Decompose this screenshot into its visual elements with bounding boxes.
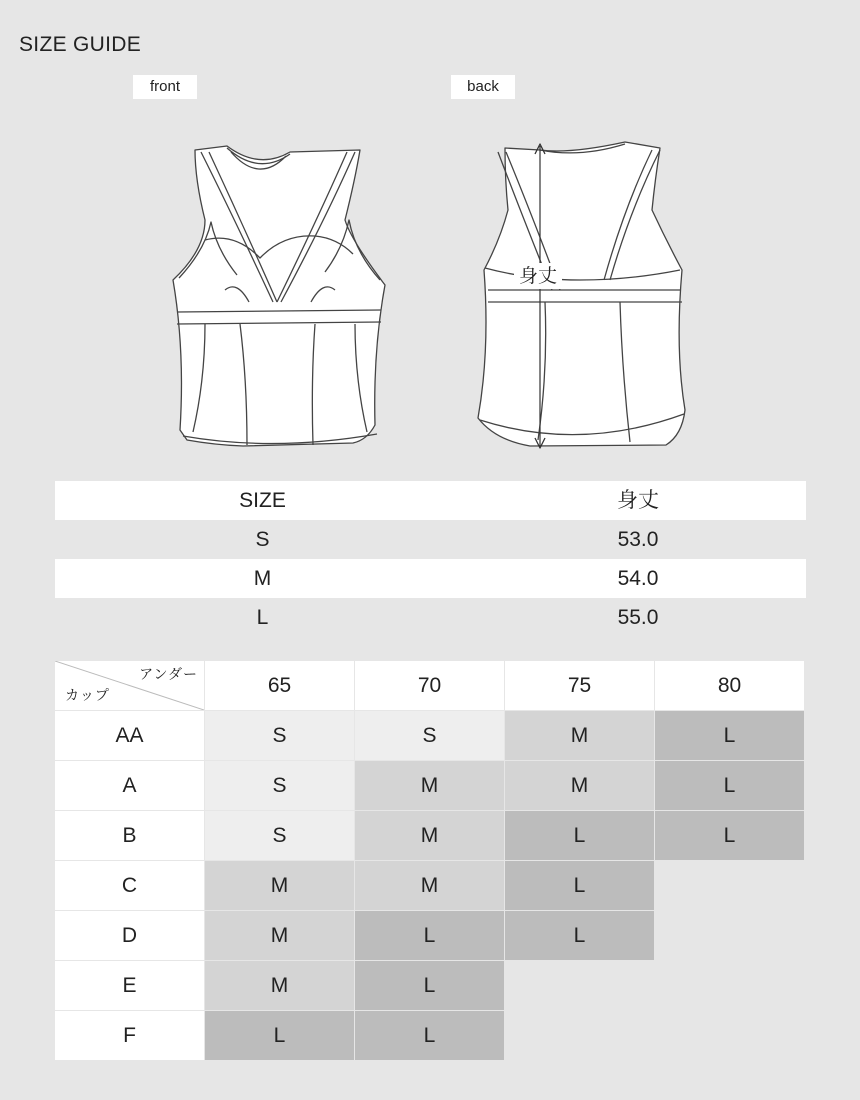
length-cell: 53.0: [617, 528, 659, 551]
cup-size-label: A: [55, 761, 204, 810]
under-size-header: 75: [505, 661, 654, 710]
size-cell: L: [256, 606, 269, 629]
cup-size-label: F: [55, 1011, 204, 1060]
size-cell: S: [205, 711, 354, 760]
cup-axis-label: カップ: [65, 688, 110, 704]
length-measurement-label: 身丈: [514, 263, 562, 289]
size-measurement-table: [55, 481, 806, 637]
size-cell: M: [355, 811, 504, 860]
cup-size-label: AA: [55, 711, 204, 760]
size-cell: M: [505, 711, 654, 760]
size-cell: M: [355, 761, 504, 810]
size-cell: L: [505, 811, 654, 860]
size-cell: M: [505, 761, 654, 810]
cup-size-label: B: [55, 811, 204, 860]
back-garment-illustration: [470, 140, 695, 455]
table-row: [55, 520, 806, 559]
size-cell: S: [255, 528, 270, 551]
length-header: 身丈: [617, 488, 659, 512]
size-cell: L: [205, 1011, 354, 1060]
page-title: SIZE GUIDE: [19, 33, 142, 56]
size-cell: M: [205, 961, 354, 1010]
cup-size-label: E: [55, 961, 204, 1010]
size-cell: M: [205, 861, 354, 910]
cup-size-label: D: [55, 911, 204, 960]
size-header: SIZE: [239, 489, 286, 512]
under-size-header: 80: [655, 661, 804, 710]
back-view-label: back: [451, 75, 515, 99]
table-row: [55, 559, 806, 598]
size-cell: L: [655, 811, 804, 860]
size-cell: M: [355, 861, 504, 910]
size-cell: L: [355, 1011, 504, 1060]
size-cell: L: [355, 961, 504, 1010]
front-view-label: front: [133, 75, 197, 99]
size-cell: S: [205, 811, 354, 860]
size-cell: M: [205, 911, 354, 960]
table-row: [55, 598, 806, 637]
under-size-header: 65: [205, 661, 354, 710]
size-cell: L: [355, 911, 504, 960]
size-cell: L: [505, 861, 654, 910]
size-cell: L: [505, 911, 654, 960]
front-garment-illustration: [165, 140, 390, 455]
size-cell: S: [205, 761, 354, 810]
cup-size-label: C: [55, 861, 204, 910]
chart-corner-cell: [55, 661, 204, 710]
under-size-header: 70: [355, 661, 504, 710]
size-cell: M: [253, 567, 272, 590]
size-cell: L: [655, 761, 804, 810]
length-cell: 55.0: [617, 606, 659, 629]
size-cell: L: [655, 711, 804, 760]
length-cell: 54.0: [617, 567, 659, 590]
under-axis-label: アンダー: [139, 667, 198, 683]
size-table-header: [55, 481, 806, 520]
size-cell: S: [355, 711, 504, 760]
